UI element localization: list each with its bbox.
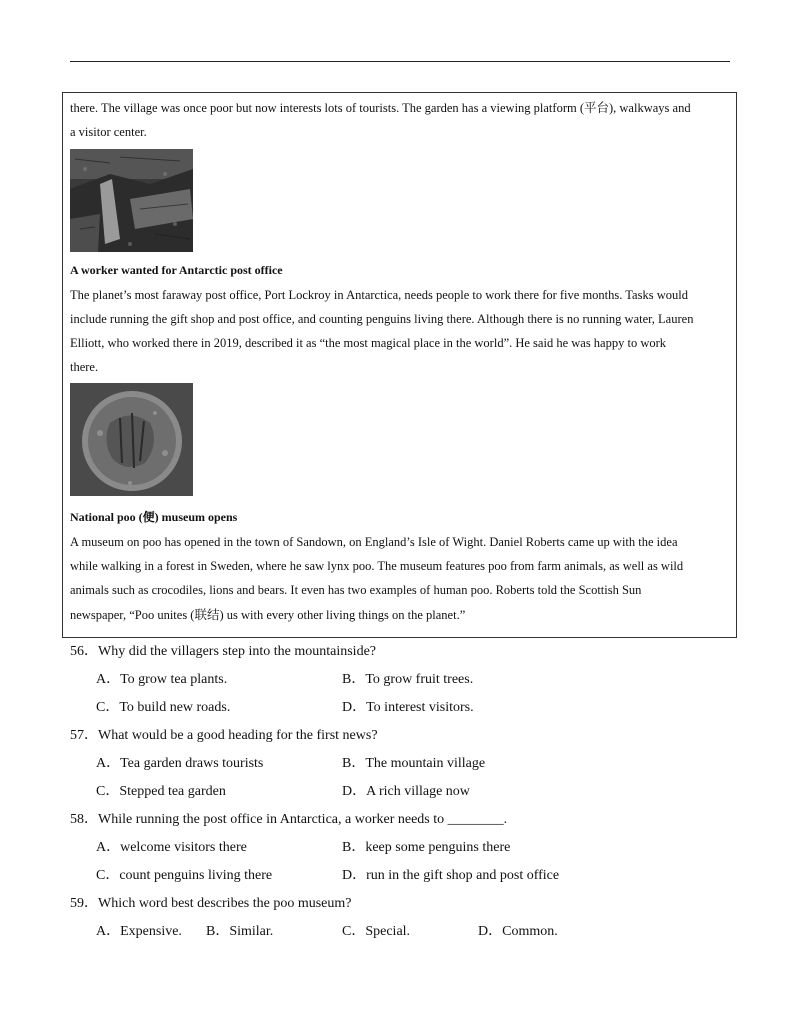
option-a[interactable]: A．Expensive.: [96, 924, 182, 939]
header-rule: [70, 61, 730, 62]
paragraph-line: while walking in a forest in Sweden, where he saw lynx poo. The museum features poo from farm animals, as well as wild: [70, 559, 684, 573]
option-a[interactable]: A．welcome visitors there: [96, 840, 247, 855]
option-d[interactable]: D．run in the gift shop and post office: [342, 868, 560, 883]
question-text: While running the post office in Antarctica, a worker needs to ________.: [98, 812, 508, 827]
paragraph-line: The planet’s most faraway post office, Port Lockroy in Antarctica, needs people to work there for five months. Tasks would: [70, 288, 688, 302]
paragraph-line: include running the gift shop and post office, and counting penguins living there. Although there is no running water, Lauren: [70, 312, 694, 326]
option-c[interactable]: C．To build new roads.: [96, 700, 231, 715]
option-a[interactable]: A．Tea garden draws tourists: [96, 756, 264, 771]
option-d[interactable]: D．Common.: [478, 924, 558, 939]
section-heading: National poo (便) museum opens: [70, 510, 238, 524]
paragraph-line: a visitor center.: [70, 125, 147, 139]
paragraph-line: Elliott, who worked there in 2019, described it as “the most magical place in the world”. He said he was happy to work: [70, 336, 667, 350]
option-d[interactable]: D．A rich village now: [342, 784, 470, 799]
question-number: 59．: [70, 896, 98, 911]
question-number: 57．: [70, 728, 98, 743]
question-number: 58．: [70, 812, 98, 827]
option-c[interactable]: C．count penguins living there: [96, 868, 273, 883]
option-b[interactable]: B．The mountain village: [342, 756, 486, 771]
wall-photo: [70, 149, 193, 252]
question-56: [70, 640, 376, 660]
question-text: What would be a good heading for the first news?: [98, 728, 378, 743]
option-b[interactable]: B．keep some penguins there: [342, 840, 511, 855]
option-b[interactable]: B．Similar.: [206, 924, 274, 939]
paragraph-line: newspaper, “Poo unites (联结) us with every other living things on the planet.”: [70, 608, 466, 622]
paragraph-line: A museum on poo has opened in the town of Sandown, on England’s Isle of Wight. Daniel Roberts came up with the idea: [70, 535, 678, 549]
question-58: [70, 808, 507, 828]
option-c[interactable]: C．Stepped tea garden: [96, 784, 226, 799]
coin-photo: [70, 383, 193, 496]
paragraph-line: there.: [70, 360, 99, 374]
paragraph-line: there. The village was once poor but now interests lots of tourists. The garden has a viewing platform (平台), walkways and: [70, 101, 691, 115]
option-b[interactable]: B．To grow fruit trees.: [342, 672, 474, 687]
option-c[interactable]: C．Special.: [342, 924, 411, 939]
question-59: [70, 892, 352, 912]
option-d[interactable]: D．To interest visitors.: [342, 700, 474, 715]
option-a[interactable]: A．To grow tea plants.: [96, 672, 228, 687]
question-text: Why did the villagers step into the mountainside?: [98, 644, 376, 659]
question-number: 56．: [70, 644, 98, 659]
paragraph-line: animals such as crocodiles, lions and bears. It even has two examples of human poo. Roberts told the Scottish Sun: [70, 583, 642, 597]
question-57: [70, 724, 378, 744]
section-heading: A worker wanted for Antarctic post office: [70, 263, 283, 277]
question-text: Which word best describes the poo museum?: [98, 896, 352, 911]
